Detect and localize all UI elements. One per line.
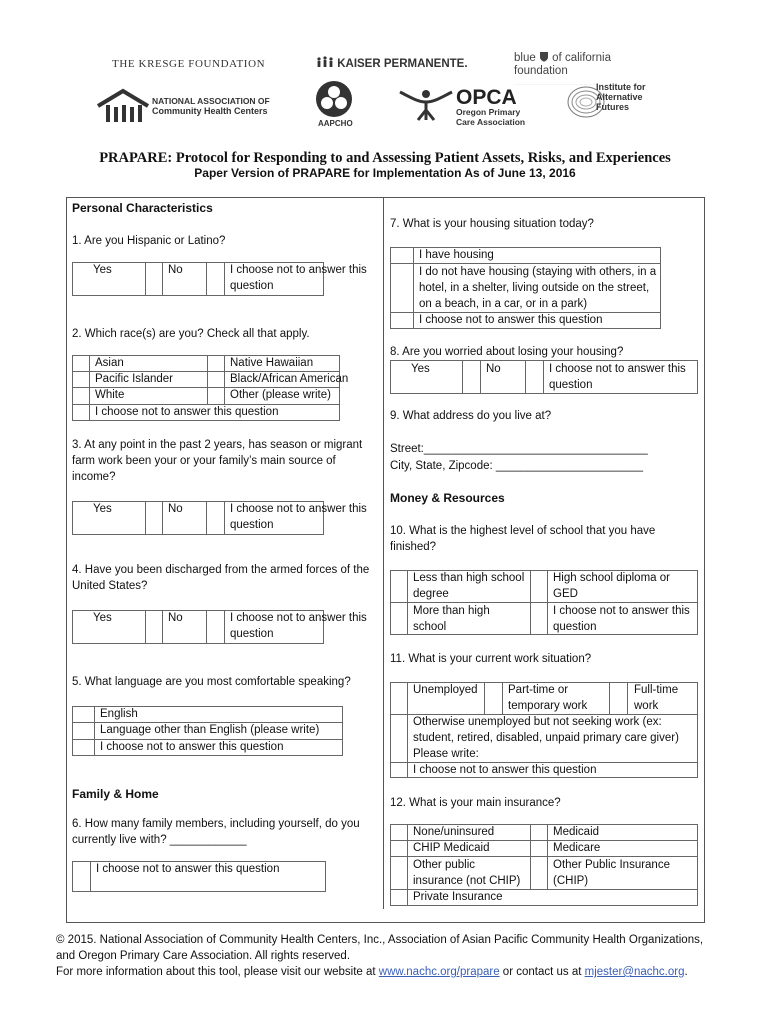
q6-text-2: currently live with? ____________ <box>72 834 247 846</box>
q10-option-high-school[interactable]: High school diploma or GED <box>553 572 670 600</box>
q5-option-other-language[interactable]: Language other than English (please write) <box>100 724 320 736</box>
q1-text: 1. Are you Hispanic or Latino? <box>72 235 226 247</box>
section-family-home: Family & Home <box>72 787 159 801</box>
opca-text-big: OPCA <box>456 86 517 109</box>
q11-option-unemployed[interactable]: Unemployed <box>413 684 478 696</box>
q4-yes-option[interactable]: Yes <box>93 612 112 624</box>
footer-contact-text-2: or contact us at <box>499 966 585 978</box>
aapcho-logo <box>312 79 362 127</box>
q9-street-field[interactable]: Street:___________________________________ <box>390 443 648 455</box>
q5-option-english[interactable]: English <box>100 708 138 720</box>
q3-decline-option[interactable]: I choose not to answer this question <box>230 503 367 531</box>
bluecal-text-3: foundation <box>514 65 568 77</box>
kaiser-mark-icon <box>316 56 334 68</box>
q1-decline-option[interactable]: I choose not to answer this question <box>230 264 367 292</box>
q2-option-pacific-islander[interactable]: Pacific Islander <box>95 373 173 385</box>
footer-contact <box>56 964 726 980</box>
iaf-text-2: Alternative <box>596 92 643 102</box>
q7-text: 7. What is your housing situation today? <box>390 218 594 230</box>
section-money-resources: Money & Resources <box>390 491 505 505</box>
q10-decline-option[interactable]: I choose not to answer this question <box>553 605 690 633</box>
nachc-logo <box>96 88 296 128</box>
q2-option-black[interactable]: Black/African American <box>230 373 349 385</box>
page-subtitle: Paper Version of PRAPARE for Implementation As of June 13, 2016 <box>194 166 576 180</box>
q10-option-less-than-high-school[interactable]: Less than high school degree <box>413 572 525 600</box>
q12-option-other-public-not-chip[interactable]: Other public insurance (not CHIP) <box>413 859 521 887</box>
q12-option-medicaid[interactable]: Medicaid <box>553 826 600 838</box>
opca-figure-icon <box>398 88 454 122</box>
footer-contact-text-3: . <box>684 966 688 978</box>
iaf-logo <box>566 84 676 124</box>
q3-text-3: income? <box>72 471 116 483</box>
q4-text-1: 4. Have you been discharged from the armed forces of the <box>72 564 370 576</box>
q2-option-asian[interactable]: Asian <box>95 357 124 369</box>
footer-copyright-1: © 2015. National Association of Community Health Centers, Inc., Association of Asian Pacific Community Health Organizations, <box>56 934 704 946</box>
q4-decline-option[interactable]: I choose not to answer this question <box>230 612 367 640</box>
page-title: PRAPARE: Protocol for Responding to and Assessing Patient Assets, Risks, and Experiences <box>99 150 671 166</box>
shield-icon <box>539 51 549 62</box>
kaiser-logo <box>316 56 468 70</box>
q11-text: 11. What is your current work situation? <box>390 653 592 665</box>
q9-text: 9. What address do you live at? <box>390 410 552 422</box>
q6-text-1: 6. How many family members, including yourself, do you <box>72 818 360 830</box>
q2-option-other[interactable]: Other (please write) <box>230 389 331 401</box>
q5-text: 5. What language are you most comfortable speaking? <box>72 676 351 688</box>
kaiser-logo-text: KAISER PERMANENTE. <box>337 58 468 70</box>
opca-logo <box>398 86 558 127</box>
q11-option-not-seeking-work[interactable]: Otherwise unemployed but not seeking work (ex: student, retired, disabled, unpaid primary care giver) Please write: <box>413 716 679 760</box>
q9-city-field[interactable]: City, State, Zipcode: _______________________ <box>390 460 643 472</box>
q11-decline-option[interactable]: I choose not to answer this question <box>413 764 597 776</box>
q4-text-2: United States? <box>72 580 148 592</box>
q2-option-native-hawaiian[interactable]: Native Hawaiian <box>230 357 314 369</box>
q12-option-private[interactable]: Private Insurance <box>413 891 503 903</box>
q3-text-1: 3. At any point in the past 2 years, has season or migrant <box>72 439 363 451</box>
nachc-text-1: NATIONAL ASSOCIATION OF <box>152 96 270 106</box>
q10-option-more-than-high-school[interactable]: More than high school <box>413 605 490 633</box>
footer-copyright-2: and Oregon Primary Care Association. All rights reserved. <box>56 950 351 962</box>
q3-text-2: farm work been your or your family’s main source of <box>72 455 336 467</box>
iaf-text-3: Futures <box>596 102 630 112</box>
bluecal-text-1: blue <box>514 52 536 64</box>
q2-text: 2. Which race(s) are you? Check all that apply. <box>72 328 310 340</box>
website-link[interactable]: www.nachc.org/prapare <box>378 966 500 978</box>
q7-option-have-housing[interactable]: I have housing <box>419 249 494 261</box>
blue-cross-foundation-logo: blue of california foundation ................................................................................ <box>514 52 619 86</box>
q12-option-uninsured[interactable]: None/uninsured <box>413 826 495 838</box>
section-personal-characteristics: Personal Characteristics <box>72 201 213 215</box>
q11-option-full-time[interactable]: Full-time work <box>634 684 679 712</box>
aapcho-text: AAPCHO <box>318 119 353 128</box>
footer-contact-text-1: For more information about this tool, please visit our website at <box>56 966 379 978</box>
opca-text-2: Care Association <box>456 116 526 127</box>
q12-text: 12. What is your main insurance? <box>390 797 561 809</box>
iaf-text-1: Institute for <box>596 82 646 92</box>
q8-text: 8. Are you worried about losing your housing? <box>390 346 624 358</box>
email-link[interactable]: mjester@nachc.org <box>584 966 685 978</box>
q8-decline-option[interactable]: I choose not to answer this question <box>549 363 686 391</box>
nachc-text-2: Community Health Centers <box>152 106 268 116</box>
kresge-logo: THE KRESGE FOUNDATION <box>112 58 266 70</box>
q7-decline-option[interactable]: I choose not to answer this question <box>419 314 603 326</box>
q8-no-option[interactable]: No <box>486 363 501 375</box>
q2-decline-option[interactable]: I choose not to answer this question <box>95 406 279 418</box>
column-divider <box>383 197 384 909</box>
bluecal-text-2: of california <box>552 52 611 64</box>
opca-text-1: Oregon Primary <box>456 107 521 117</box>
q4-no-option[interactable]: No <box>168 612 183 624</box>
q5-decline-option[interactable]: I choose not to answer this question <box>100 741 284 753</box>
q12-option-medicare[interactable]: Medicare <box>553 842 601 854</box>
footer <box>56 932 726 980</box>
q1-no-option[interactable]: No <box>168 264 183 276</box>
q10-text-2: finished? <box>390 541 437 553</box>
q3-no-option[interactable]: No <box>168 503 183 515</box>
q1-yes-option[interactable]: Yes <box>93 264 112 276</box>
q11-option-part-time[interactable]: Part-time or temporary work <box>508 684 588 712</box>
q2-option-white[interactable]: White <box>95 389 125 401</box>
q6-decline-option[interactable]: I choose not to answer this question <box>96 863 280 875</box>
aapcho-emblem-icon <box>312 79 356 119</box>
house-figures-icon <box>96 88 150 124</box>
q3-yes-option[interactable]: Yes <box>93 503 112 515</box>
q12-option-chip-medicaid[interactable]: CHIP Medicaid <box>413 842 490 854</box>
q8-yes-option[interactable]: Yes <box>411 363 430 375</box>
q7-option-no-housing[interactable]: I do not have housing (staying with others, in a hotel, in a shelter, living outside on the street, on a beach, in a car, or in a park) <box>419 266 657 310</box>
q10-text-1: 10. What is the highest level of school that you have <box>390 525 656 537</box>
q12-option-other-public-chip[interactable]: Other Public Insurance (CHIP) <box>553 859 670 887</box>
